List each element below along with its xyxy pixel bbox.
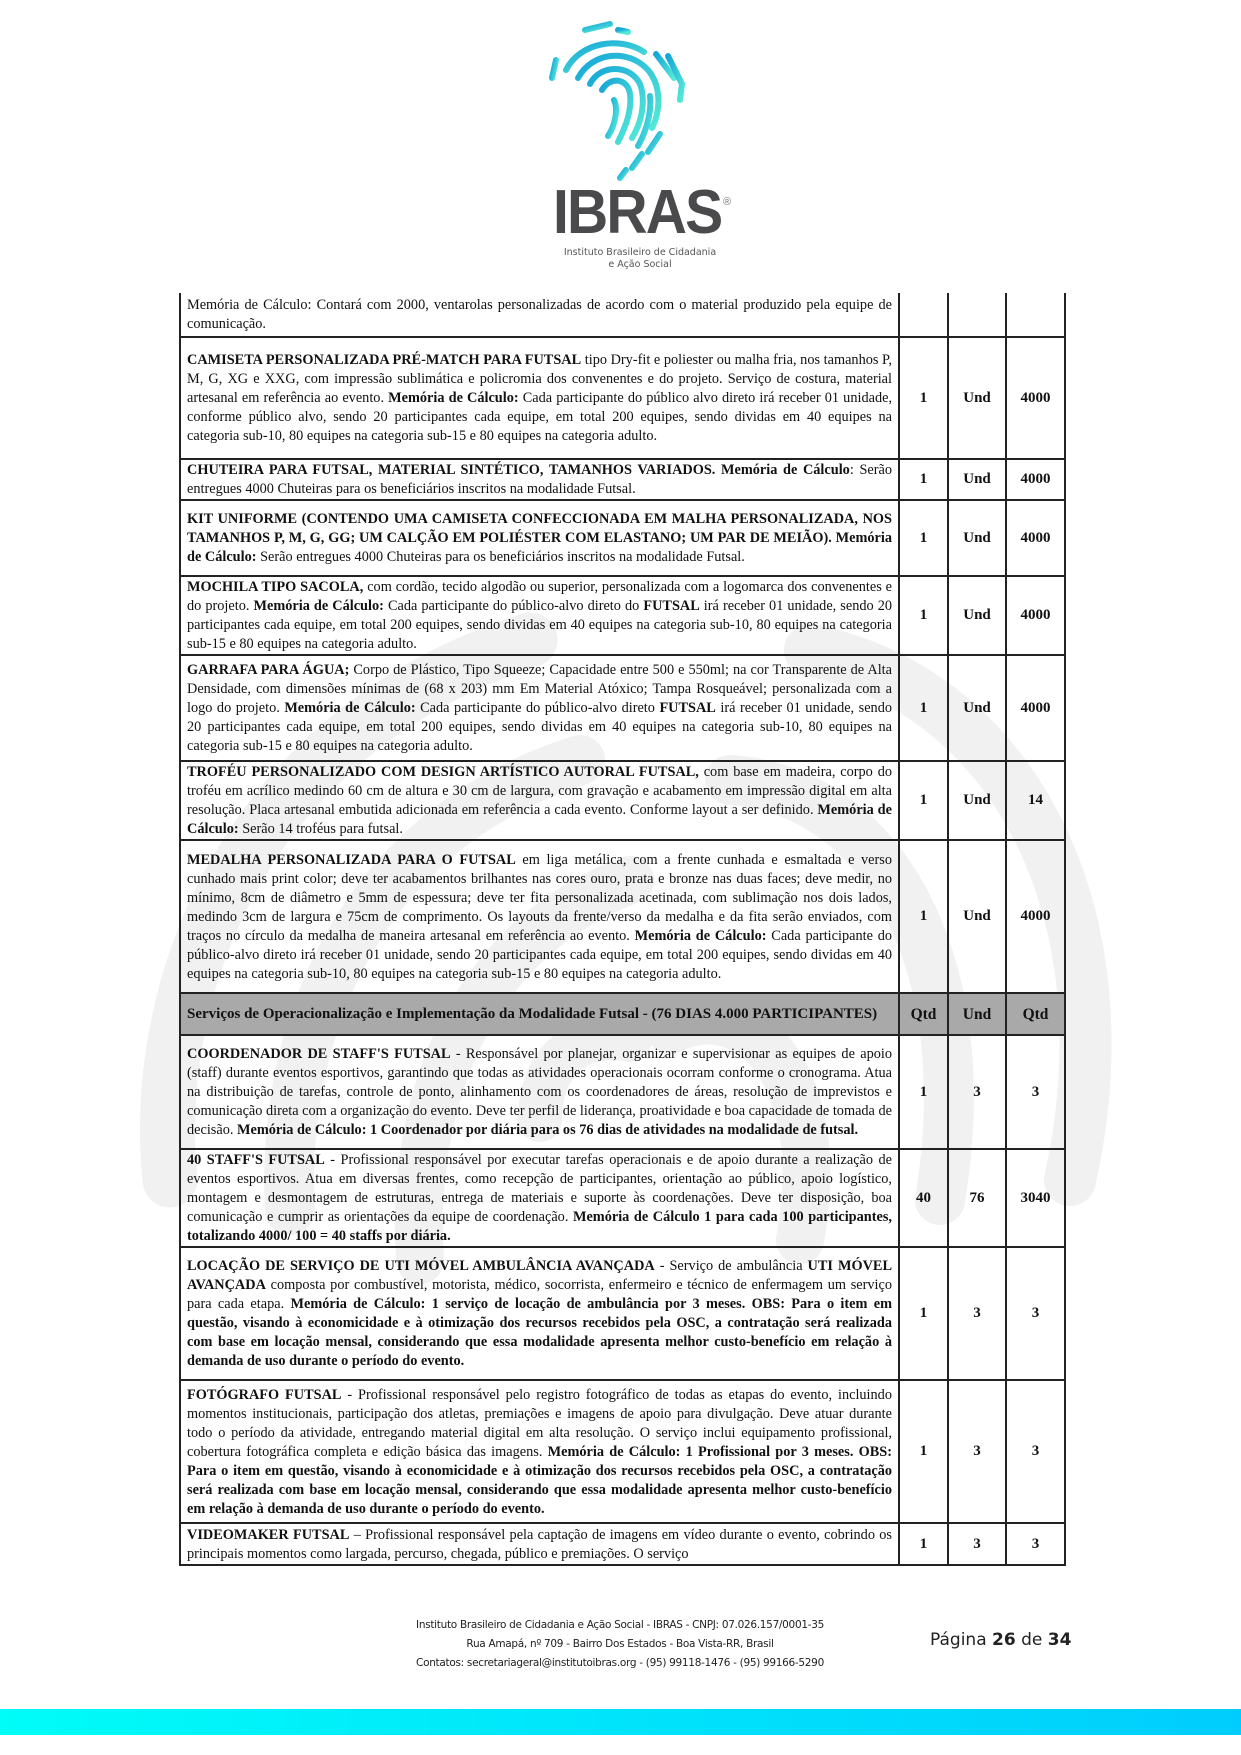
unit-cell: Und — [948, 840, 1006, 993]
bold-text: Memória de Cálculo 1 para cada 100 participantes, totalizando 4000/ 100 = 40 staffs por diária. — [187, 1209, 892, 1244]
bold-text: 40 STAFF'S FUTSAL — [187, 1152, 325, 1168]
total-cell: 4000 — [1006, 576, 1065, 655]
total-cell: 3 — [1006, 1247, 1065, 1380]
text: Cada participante do público alvo direto irá receber 01 unidade, conforme público alvo, sendo 20 participantes cada equipe, em total 200 equipes, sendo dividas em 40 equipes na categoria sub-10, 80 equipes na categoria sub-15 e 80 equipes na categoria adulto. — [187, 390, 893, 444]
text: com cordão, tecido algodão ou superior, personalizada com a logomarca dos convenentes e do projeto. — [187, 579, 892, 614]
unit-cell: Und — [948, 459, 1006, 500]
unit-cell: Und — [948, 993, 1006, 1035]
unit-cell: Und — [948, 337, 1006, 459]
unit-cell: Und — [948, 576, 1006, 655]
item-description — [180, 1380, 899, 1523]
item-description — [180, 337, 899, 459]
budget-items-table — [179, 293, 1066, 1566]
unit-cell: 3 — [948, 1035, 1006, 1149]
logo-wordmark: IBRAS — [553, 178, 722, 247]
total-cell: 14 — [1006, 761, 1065, 840]
bold-text: Memória de Cálculo: — [284, 700, 416, 716]
bold-text: Memória de Cálculo: 1 Coordenador por diária para os 76 dias de atividades na modalidade de futsal. — [237, 1122, 859, 1138]
table-row — [180, 337, 1065, 459]
table-row — [180, 761, 1065, 840]
bold-text: MOCHILA TIPO SACOLA, — [187, 579, 364, 595]
footer-contact — [390, 1616, 850, 1673]
unit-cell — [948, 293, 1006, 337]
text: Serão 14 troféus para futsal. — [238, 821, 403, 837]
bold-text: UTI MÓVEL AVANÇADA — [187, 1258, 892, 1293]
unit-cell: Und — [948, 655, 1006, 761]
footer-line-address: Rua Amapá, nº 709 - Bairro Dos Estados - Boa Vista-RR, Brasil — [466, 1638, 774, 1650]
text: Cada participante do público-alvo direto — [415, 700, 660, 716]
unit-cell: 3 — [948, 1247, 1006, 1380]
quantity-cell: 1 — [899, 655, 948, 761]
unit-cell: 3 — [948, 1380, 1006, 1523]
item-description — [180, 655, 899, 761]
total-cell: 4000 — [1006, 459, 1065, 500]
bold-text: VIDEOMAKER FUTSAL — [187, 1526, 350, 1543]
total-cell — [1006, 293, 1065, 337]
bold-text: LOCAÇÃO DE SERVIÇO DE UTI MÓVEL AMBULÂNCIA AVANÇADA — [187, 1258, 655, 1274]
bold-text: Memória de Cálculo: — [253, 598, 384, 614]
ibras-logo — [540, 18, 740, 188]
unit-cell: Und — [948, 761, 1006, 840]
total-cell: 4000 — [1006, 655, 1065, 761]
text: - Serviço de ambulância — [654, 1258, 808, 1274]
bold-text: CAMISETA PERSONALIZADA PRÉ-MATCH PARA FUTSAL — [187, 352, 582, 368]
table-row — [180, 1247, 1065, 1380]
bold-text: TROFÉU PERSONALIZADO COM DESIGN ARTÍSTICO AUTORAL FUTSAL, — [187, 764, 699, 780]
bold-text: Memória de Cálculo: — [388, 390, 519, 406]
table-row — [180, 1523, 1065, 1565]
unit-cell: Und — [948, 500, 1006, 576]
bold-text: GARRAFA PARA ÁGUA; — [187, 662, 350, 678]
text: Serão entregues 4000 Chuteiras para os beneficiários inscritos na modalidade Futsal. — [256, 549, 745, 565]
bold-text: CHUTEIRA PARA FUTSAL, MATERIAL SINTÉTICO, TAMANHOS VARIADOS. Memória de Cálculo — [187, 462, 850, 478]
item-description — [180, 500, 899, 576]
total-cell: 4000 — [1006, 840, 1065, 993]
item-description — [180, 761, 899, 840]
text: tipo Dry-fit e poliester ou malha fria, nos tamanhos P, M, G, XG e XXG, com impressão sublimática e policromia dos convenentes e do projeto. Serviço de costura, material artesanal em referência ao evento. — [187, 352, 892, 406]
bold-text: FOTÓGRAFO FUTSAL — [187, 1386, 342, 1403]
total-cell: Qtd — [1006, 993, 1065, 1035]
quantity-cell: 40 — [899, 1149, 948, 1247]
quantity-cell: 1 — [899, 1035, 948, 1149]
text: - Profissional responsável pelo registro fotográfico de todas as etapas do evento, incluindo momentos institucionais, participação dos atletas, premiações e imagens de apoio para divulgação. Deve atuar durante todo o período da atividade, entregando material digital em alta resolução. O serviço inclui equipamento profissional, cobertura fotográfica completa e edição básica das imagens. — [187, 1386, 892, 1460]
total-cell: 3 — [1006, 1523, 1065, 1565]
table-body — [180, 293, 1065, 1565]
logo-subtitle: Instituto Brasileiro de Cidadania e Ação Social — [563, 247, 717, 270]
quantity-cell: Qtd — [899, 993, 948, 1035]
text: Cada participante do público-alvo direto do — [383, 598, 644, 614]
text: irá receber 01 unidade, sendo 20 participantes cada equipe, em total 200 equipes, sendo dividas em 40 equipes na categoria sub-10, 80 equipes na categoria sub-15 e 80 equipes na categoria adulto. — [187, 598, 892, 652]
footer-accent-bar — [0, 1709, 1241, 1735]
total-cell: 3 — [1006, 1035, 1065, 1149]
quantity-cell: 1 — [899, 1380, 948, 1523]
bold-text: MEDALHA PERSONALIZADA PARA O FUTSAL — [187, 851, 516, 868]
item-description — [180, 1149, 899, 1247]
item-description — [180, 1247, 899, 1380]
item-description — [180, 459, 899, 500]
bold-text: Memória de Cálculo: 1 Profissional por 3 meses. OBS: Para o item em questão, visando à economicidade e à otimização dos recursos recebidos pela OSC, a contratação será realizada com base em locação mensal, considerando que essa modalidade apresenta melhor custo-benefício em relação à demanda de uso durante o período do evento. — [187, 1443, 893, 1517]
footer-line-institution: Instituto Brasileiro de Cidadania e Ação Social - IBRAS - CNPJ: 07.026.157/0001-35 — [416, 1619, 824, 1631]
bold-text: KIT UNIFORME (CONTENDO UMA CAMISETA CONFECCIONADA EM MALHA PERSONALIZADA, NOS TAMANHOS P, M, G, GG; UM CALÇÃO EM POLIÉSTER COM ELASTANO; UM PAR DE MEIÃO). Memória de Cálculo: — [187, 511, 892, 565]
table-row — [180, 500, 1065, 576]
text: : Serão entregues 4000 Chuteiras para os beneficiários inscritos na modalidade Futsal. — [187, 462, 892, 497]
text: - Profissional responsável por executar tarefas operacionais e de apoio durante a realização de eventos esportivos. Atua em diversas frentes, como recepção de participantes, orientação ao público, apoio logístico, montagem e desmontagem de estruturas, entrega de materiais e suporte às coordenações. Deve ter disposição, boa comunicação e cumprir as orientações da equipe de coordenação. — [187, 1152, 892, 1225]
unit-cell: 3 — [948, 1523, 1006, 1565]
total-cell: 4000 — [1006, 337, 1065, 459]
quantity-cell: 1 — [899, 500, 948, 576]
item-description — [180, 1523, 899, 1565]
item-description — [180, 293, 899, 337]
quantity-cell: 1 — [899, 1523, 948, 1565]
bold-text: COORDENADOR DE STAFF'S FUTSAL — [187, 1046, 451, 1062]
table-row — [180, 655, 1065, 761]
quantity-cell: 1 — [899, 840, 948, 993]
bold-text: FUTSAL — [659, 700, 716, 716]
section-title — [180, 993, 899, 1035]
text: – Profissional responsável pela captação de imagens em vídeo durante o evento, cobrindo os principais momentos como largada, percurso, chegada, público e premiações. O serviço — [187, 1526, 892, 1562]
bold-text: Memória de Cálculo: 1 serviço de locação de ambulância por 3 meses. OBS: Para o item em questão, visando à economicidade e à otimização dos recursos recebidos pela OSC, a contratação será realizada com base em locação mensal, considerando que essa modalidade apresenta melhor custo-benefício em relação à demanda de uso durante o período do evento. — [187, 1296, 892, 1369]
bold-text: Memória de Cálculo: — [187, 802, 892, 837]
page-number: Página 26 de 34 — [930, 1630, 1072, 1650]
table-row — [180, 1380, 1065, 1523]
table-row — [180, 1149, 1065, 1247]
section-header-row — [180, 993, 1065, 1035]
text: com base em madeira, corpo do troféu em acrílico medindo 60 cm de altura e 30 cm de largura, com gravação e acabamento em impressão digital em alta resolução. Placa artesanal embutida adicionada em referência a cada evento. Conforme layout a ser definido. — [187, 764, 892, 818]
item-description — [180, 840, 899, 993]
text: - Responsável por planejar, organizar e supervisionar as equipes de apoio (staff) durante eventos esportivos, garantindo que todas as atividades operacionais ocorram conforme o cronograma. Atua na distribuição de tarefas, controle de ponto, alinhamento com os coordenadores de áreas, resolução de imprevistos e comunicação direta com a organização do evento. Deve ter perfil de liderança, proatividade e boa capacidade de tomada de decisão. — [187, 1046, 892, 1138]
quantity-cell: 1 — [899, 337, 948, 459]
quantity-cell: 1 — [899, 761, 948, 840]
table-row — [180, 1035, 1065, 1149]
table-row — [180, 840, 1065, 993]
item-description — [180, 576, 899, 655]
quantity-cell: 1 — [899, 1247, 948, 1380]
total-cell: 3 — [1006, 1380, 1065, 1523]
total-cell: 3040 — [1006, 1149, 1065, 1247]
text: Cada participante do público-alvo direto irá receber 01 unidade, sendo 20 participantes cada equipe, em total 200 equipes, sendo dividas em 40 equipes na categoria sub-10, 80 equipes na categoria sub-15 e 80 equipes na categoria adulto. — [187, 927, 893, 982]
text: Memória de Cálculo: Contará com 2000, ventarolas personalizadas de acordo com o material produzido pela equipe de comunicação. — [187, 297, 892, 332]
quantity-cell — [899, 293, 948, 337]
table-row — [180, 576, 1065, 655]
bold-text: FUTSAL — [643, 598, 700, 614]
footer-line-contacts: Contatos: secretariageral@institutoibras.org - (95) 99118-1476 - (95) 99166-5290 — [416, 1657, 824, 1669]
bold-text: Serviços de Operacionalização e Implementação da Modalidade Futsal - (76 DIAS 4.000 PARTICIPANTES) — [187, 1006, 878, 1022]
text: irá receber 01 unidade, sendo 20 participantes cada equipe, em total 200 equipes, sendo dividas em 40 equipes na categoria sub-10, 80 equipes na categoria sub-15 e 80 equipes na categoria adulto. — [187, 700, 892, 754]
quantity-cell: 1 — [899, 576, 948, 655]
text: em liga metálica, com a frente cunhada e esmaltada e verso cunhado mais print color; deve ter acabamentos brilhantes nas cores ouro, prata e bronze nas duas faces; deve medir, no mínimo, 8cm de diâmetro e 5mm de espessura; deve ter fita personalizada acetinada, com sublimação nos dois lados, medindo 3cm de largura e 75cm de comprimento. Os layouts da frente/verso da medalha e da fita serão enviados, com traços no círculo da medalha de maneira artesanal em referência ao evento. — [187, 851, 892, 944]
quantity-cell: 1 — [899, 459, 948, 500]
unit-cell: 76 — [948, 1149, 1006, 1247]
registered-mark: ® — [723, 196, 732, 208]
table-row — [180, 459, 1065, 500]
text: composta por combustível, motorista, médico, socorrista, enfermeiro e técnico de enfermagem um serviço para cada etapa. — [187, 1277, 892, 1312]
bold-text: Memória de Cálculo: — [634, 927, 767, 944]
item-description — [180, 1035, 899, 1149]
table-row — [180, 293, 1065, 337]
text: Corpo de Plástico, Tipo Squeeze; Capacidade entre 500 e 550ml; na cor Transparente de Alta Densidade, com dimensões mínimas de (68 x 203) mm Em Material Atóxico; Tampa Rosqueável; personalizada com a logo do projeto. — [187, 662, 892, 716]
fingerprint-map-icon — [540, 18, 700, 188]
total-cell: 4000 — [1006, 500, 1065, 576]
